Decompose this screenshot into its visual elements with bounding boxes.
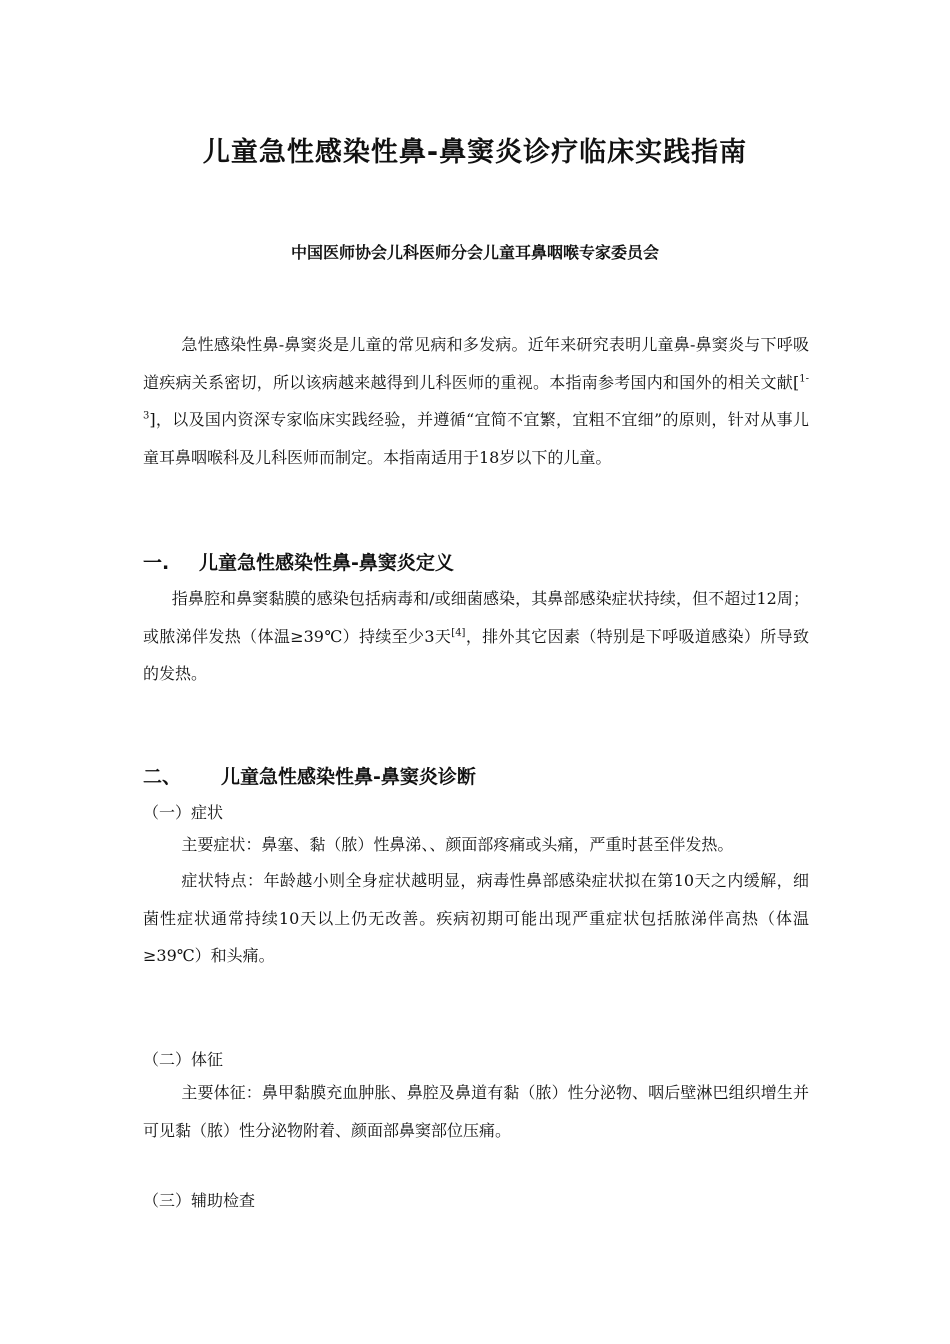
intro-paragraph <box>143 326 809 476</box>
section1-citation: [4] <box>451 627 466 639</box>
section2-title: 儿童急性感染性鼻-鼻窦炎诊断 <box>221 766 476 788</box>
signs-label: （二）体征 <box>143 1050 224 1069</box>
symptoms-features: 症状特点：年龄越小则全身症状越明显，病毒性鼻部感染症状拟在第10天之内缓解，细菌性症状通常持续10天以上仍无改善。疾病初期可能出现严重症状包括脓涕伴高热（体温≥39℃）和头痛。 <box>143 871 809 965</box>
section2-heading <box>143 762 476 789</box>
section1-number: 一. <box>143 552 170 574</box>
section2-number: 二、 <box>143 766 182 788</box>
section1-heading <box>143 548 454 575</box>
intro-citation: 1-3 <box>143 373 809 422</box>
author-line: 中国医师协会儿科医师分会儿童耳鼻咽喉专家委员会 <box>290 243 659 262</box>
section1-text-a: 指鼻腔和鼻窦黏膜的感染包括病毒和/或细菌感染，其鼻部感染症状持续，但不超过12周；或脓涕伴发热（体温≥39℃）持续至少3天 <box>143 589 809 646</box>
intro-text-b: ]，以及国内资深专家临床实践经验，并遵循“宜简不宜繁，宜粗不宜细”的原则，针对从事儿童耳鼻咽喉科及儿科医师而制定。本指南适用于18岁以下的儿童。 <box>143 410 809 467</box>
section1-title: 儿童急性感染性鼻-鼻窦炎定义 <box>199 552 454 574</box>
symptoms-main: 主要症状：鼻塞、黏（脓）性鼻涕、、颜面部疼痛或头痛，严重时甚至伴发热。 <box>181 835 734 854</box>
intro-text-a: 急性感染性鼻-鼻窦炎是儿童的常见病和多发病。近年来研究表明儿童鼻-鼻窦炎与下呼吸道疾病关系密切，所以该病越来越得到儿科医师的重视。本指南参考国内和国外的相关文献[ <box>143 335 809 392</box>
section1-paragraph <box>143 580 809 693</box>
symptoms-label: （一）症状 <box>143 803 224 822</box>
document-title: 儿童急性感染性鼻-鼻窦炎诊疗临床实践指南 <box>202 137 748 168</box>
tests-label: （三）辅助检查 <box>143 1191 256 1210</box>
signs-main: 主要体征：鼻甲黏膜充血肿胀、鼻腔及鼻道有黏（脓）性分泌物、咽后壁淋巴组织增生并可见黏（脓）性分泌物附着、颜面部鼻窦部位压痛。 <box>143 1083 809 1140</box>
section1-text-b: ，排外其它因素（特别是下呼吸道感染）所导致的发热。 <box>143 626 809 683</box>
